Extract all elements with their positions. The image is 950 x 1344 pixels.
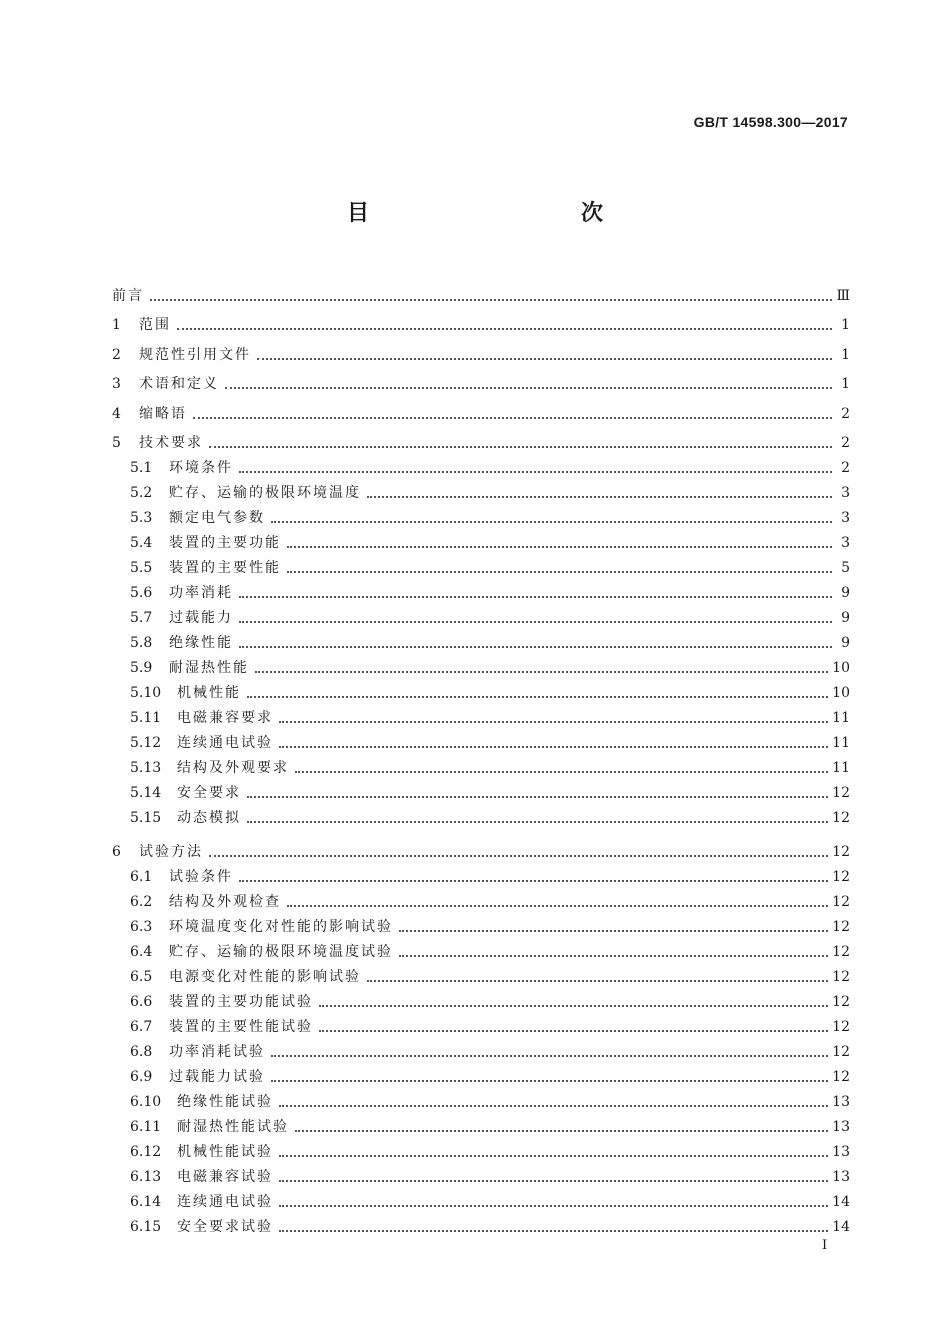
toc-entry-number: 5.3 xyxy=(130,510,153,526)
dot-leader xyxy=(255,671,828,673)
toc-entry-page: 12 xyxy=(832,968,850,985)
dot-leader xyxy=(367,496,832,498)
toc-entry-title: 试验方法 xyxy=(139,843,203,860)
toc-entry-title: 装置的主要性能 xyxy=(169,560,281,576)
toc-entry[interactable] xyxy=(112,702,850,727)
toc-entry[interactable] xyxy=(112,552,850,577)
toc-entry-page: 14 xyxy=(832,1218,850,1235)
toc-entry-number: 5.14 xyxy=(130,785,162,801)
dot-leader xyxy=(239,596,832,598)
toc-entry-page: 11 xyxy=(832,760,850,776)
toc-entry-page: 9 xyxy=(841,610,850,626)
toc-entry-title: 安全要求试验 xyxy=(177,1218,273,1235)
toc-entry-page: 12 xyxy=(832,810,850,826)
toc-entry-title: 贮存、运输的极限环境温度 xyxy=(169,485,361,501)
toc-entry[interactable] xyxy=(112,1036,850,1061)
dot-leader xyxy=(193,417,832,419)
toc-entry-number: 6.8 xyxy=(130,1043,153,1060)
toc-entry[interactable] xyxy=(112,1186,850,1211)
toc-entry-number: 5.13 xyxy=(130,760,162,776)
dot-leader xyxy=(319,1005,828,1007)
dot-leader xyxy=(279,746,828,748)
toc-entry-page: 12 xyxy=(832,993,850,1010)
toc-entry-title: 装置的主要功能试验 xyxy=(169,993,313,1010)
toc-entry[interactable] xyxy=(112,602,850,627)
dot-leader xyxy=(257,358,832,360)
toc-entry-title: 规范性引用文件 xyxy=(139,346,251,363)
toc-entry-page: 2 xyxy=(841,405,850,422)
table-of-contents xyxy=(112,275,850,1236)
toc-entry-page: 2 xyxy=(841,435,850,451)
toc-entry-page: 12 xyxy=(832,1018,850,1035)
toc-entry[interactable] xyxy=(112,627,850,652)
toc-entry-number: 5.12 xyxy=(130,735,162,751)
toc-entry-page: 1 xyxy=(841,376,850,392)
dot-leader xyxy=(271,1080,828,1082)
toc-entry-title: 功率消耗 xyxy=(169,585,233,601)
dot-leader xyxy=(271,1055,828,1057)
toc-entry-title: 术语和定义 xyxy=(139,376,219,392)
toc-entry-number: 6.14 xyxy=(130,1193,162,1210)
dot-leader xyxy=(279,1105,828,1107)
dot-leader xyxy=(287,546,832,548)
toc-entry[interactable] xyxy=(112,936,850,961)
toc-entry-number: 6.2 xyxy=(130,893,153,910)
toc-entry-title: 功率消耗试验 xyxy=(169,1043,265,1060)
toc-entry[interactable] xyxy=(112,477,850,502)
toc-entry[interactable] xyxy=(112,275,850,305)
toc-entry-page: 3 xyxy=(841,485,850,501)
toc-entry-page: 3 xyxy=(841,510,850,526)
toc-entry[interactable] xyxy=(112,1061,850,1086)
toc-entry-page: 5 xyxy=(841,560,850,576)
toc-entry-page: 14 xyxy=(832,1193,850,1210)
toc-entry[interactable] xyxy=(112,986,850,1011)
toc-entry[interactable] xyxy=(112,1011,850,1036)
dot-leader xyxy=(319,1030,828,1032)
toc-entry[interactable] xyxy=(112,1111,850,1136)
toc-entry-number: 5.10 xyxy=(130,685,162,701)
toc-entry-page: 12 xyxy=(832,1043,850,1060)
toc-entry-number: 6.10 xyxy=(130,1093,162,1110)
toc-entry-number: 5.15 xyxy=(130,810,162,826)
toc-entry-number: 5.2 xyxy=(130,485,153,501)
toc-entry-number: 5.11 xyxy=(130,710,162,726)
page-folio: I xyxy=(822,1238,828,1253)
toc-entry-title: 安全要求 xyxy=(177,785,241,801)
toc-entry-page: 1 xyxy=(841,346,850,363)
toc-entry-title: 机械性能试验 xyxy=(177,1143,273,1160)
toc-entry[interactable] xyxy=(112,577,850,602)
toc-title: 目 次 xyxy=(346,201,659,226)
toc-entry[interactable] xyxy=(112,727,850,752)
toc-entry[interactable] xyxy=(112,1211,850,1236)
dot-leader xyxy=(279,1205,828,1207)
dot-leader xyxy=(239,621,832,623)
toc-entry-title: 试验条件 xyxy=(169,868,233,885)
toc-entry-title: 电源变化对性能的影响试验 xyxy=(169,968,361,985)
toc-entry-page: 13 xyxy=(832,1118,850,1135)
toc-entry-title: 连续通电试验 xyxy=(177,735,273,751)
toc-entry[interactable] xyxy=(112,527,850,552)
dot-leader xyxy=(209,855,828,857)
toc-entry[interactable] xyxy=(112,1136,850,1161)
toc-entry-number: 5.9 xyxy=(130,660,153,676)
toc-entry-number: 6.12 xyxy=(130,1143,162,1160)
toc-entry-title: 过载能力试验 xyxy=(169,1068,265,1085)
toc-entry-number: 6.1 xyxy=(130,868,153,885)
toc-entry[interactable] xyxy=(112,452,850,477)
dot-leader xyxy=(279,1180,828,1182)
toc-entry-title: 过载能力 xyxy=(169,610,233,626)
toc-entry-number: 6.13 xyxy=(130,1168,162,1185)
dot-leader xyxy=(239,471,832,473)
toc-entry-title: 耐湿热性能 xyxy=(169,660,249,676)
dot-leader xyxy=(150,299,832,301)
toc-entry-title: 技术要求 xyxy=(139,435,203,451)
toc-entry-page: 12 xyxy=(832,1068,850,1085)
toc-entry[interactable] xyxy=(112,752,850,777)
dot-leader xyxy=(239,880,828,882)
toc-entry-number: 1 xyxy=(112,317,121,333)
toc-entry-title: 额定电气参数 xyxy=(169,510,265,526)
toc-entry-page: 13 xyxy=(832,1093,850,1110)
toc-entry-page: 10 xyxy=(832,685,850,701)
toc-entry-title: 贮存、运输的极限环境温度试验 xyxy=(169,943,393,960)
dot-leader xyxy=(279,1230,828,1232)
toc-entry[interactable] xyxy=(112,305,850,335)
toc-entry-number: 5.7 xyxy=(130,610,153,626)
toc-entry-number: 6.11 xyxy=(130,1118,162,1135)
dot-leader xyxy=(279,721,828,723)
toc-entry-title: 缩略语 xyxy=(139,405,187,422)
standard-code: GB/T 14598.300—2017 xyxy=(693,114,848,130)
toc-entry-page: 13 xyxy=(832,1168,850,1185)
toc-entry-page: 12 xyxy=(832,893,850,910)
toc-entry-title: 范围 xyxy=(139,317,171,333)
toc-entry[interactable] xyxy=(112,886,850,911)
toc-entry-title: 结构及外观要求 xyxy=(177,760,289,776)
dot-leader xyxy=(177,328,832,330)
toc-entry-title: 装置的主要性能试验 xyxy=(169,1018,313,1035)
toc-entry-number: 5 xyxy=(112,435,121,451)
dot-leader xyxy=(209,446,832,448)
toc-entry-number: 6.9 xyxy=(130,1068,153,1085)
dot-leader xyxy=(367,980,828,982)
dot-leader xyxy=(399,955,828,957)
toc-entry-number: 6 xyxy=(112,843,121,860)
toc-entry-number: 2 xyxy=(112,346,121,363)
dot-leader xyxy=(225,387,832,389)
toc-entry-page: 11 xyxy=(832,710,850,726)
dot-leader xyxy=(295,1130,828,1132)
toc-entry[interactable] xyxy=(112,861,850,886)
toc-entry-title: 结构及外观检查 xyxy=(169,893,281,910)
toc-entry-page: 12 xyxy=(832,843,850,860)
toc-entry[interactable] xyxy=(112,502,850,527)
toc-entry-title: 绝缘性能试验 xyxy=(177,1093,273,1110)
toc-entry[interactable] xyxy=(112,423,850,453)
toc-entry-page: 12 xyxy=(832,785,850,801)
toc-entry-title: 机械性能 xyxy=(177,685,241,701)
dot-leader xyxy=(287,905,828,907)
toc-entry-title: 前言 xyxy=(112,287,144,304)
dot-leader xyxy=(287,571,832,573)
toc-entry[interactable] xyxy=(112,677,850,702)
toc-entry[interactable] xyxy=(112,393,850,423)
toc-entry-number: 5.8 xyxy=(130,635,153,651)
toc-entry[interactable] xyxy=(112,652,850,677)
toc-entry-title: 环境条件 xyxy=(169,460,233,476)
dot-leader xyxy=(271,521,832,523)
toc-entry[interactable] xyxy=(112,961,850,986)
toc-entry-title: 装置的主要功能 xyxy=(169,535,281,551)
toc-entry-number: 6.4 xyxy=(130,943,153,960)
toc-entry-page: 10 xyxy=(832,660,850,676)
toc-entry-number: 5.4 xyxy=(130,535,153,551)
toc-entry-number: 5.1 xyxy=(130,460,153,476)
toc-entry-number: 3 xyxy=(112,376,121,392)
toc-entry-page: 13 xyxy=(832,1143,850,1160)
toc-entry-number: 6.15 xyxy=(130,1218,162,1235)
dot-leader xyxy=(399,930,828,932)
toc-entry-title: 耐湿热性能试验 xyxy=(177,1118,289,1135)
dot-leader xyxy=(279,1155,828,1157)
dot-leader xyxy=(247,796,828,798)
toc-entry-number: 5.5 xyxy=(130,560,153,576)
toc-entry-page: 3 xyxy=(841,535,850,551)
toc-entry[interactable] xyxy=(112,802,850,827)
toc-entry-number: 5.6 xyxy=(130,585,153,601)
dot-leader xyxy=(295,771,828,773)
toc-entry[interactable] xyxy=(112,831,850,861)
toc-entry[interactable] xyxy=(112,777,850,802)
dot-leader xyxy=(239,646,832,648)
toc-entry-page: 9 xyxy=(841,635,850,651)
toc-entry-number: 6.3 xyxy=(130,918,153,935)
toc-entry-number: 6.5 xyxy=(130,968,153,985)
toc-entry[interactable] xyxy=(112,1161,850,1186)
toc-entry-title: 绝缘性能 xyxy=(169,635,233,651)
dot-leader xyxy=(247,696,828,698)
toc-entry-page: 12 xyxy=(832,918,850,935)
toc-entry-title: 环境温度变化对性能的影响试验 xyxy=(169,918,393,935)
toc-entry-title: 连续通电试验 xyxy=(177,1193,273,1210)
toc-entry-number: 6.7 xyxy=(130,1018,153,1035)
toc-entry[interactable] xyxy=(112,364,850,394)
toc-entry[interactable] xyxy=(112,1086,850,1111)
toc-entry-title: 电磁兼容试验 xyxy=(177,1168,273,1185)
toc-entry-number: 6.6 xyxy=(130,993,153,1010)
toc-entry-page: 9 xyxy=(841,585,850,601)
toc-entry-page: 1 xyxy=(841,317,850,333)
toc-entry-page: 12 xyxy=(832,943,850,960)
toc-entry-title: 电磁兼容要求 xyxy=(177,710,273,726)
toc-entry-page: Ⅲ xyxy=(836,287,850,304)
toc-entry-page: 2 xyxy=(841,460,850,476)
toc-entry-number: 4 xyxy=(112,405,121,422)
toc-entry[interactable] xyxy=(112,911,850,936)
toc-entry-page: 12 xyxy=(832,868,850,885)
dot-leader xyxy=(247,821,828,823)
toc-entry-title: 动态模拟 xyxy=(177,810,241,826)
toc-entry-page: 11 xyxy=(832,735,850,751)
toc-entry[interactable] xyxy=(112,334,850,364)
